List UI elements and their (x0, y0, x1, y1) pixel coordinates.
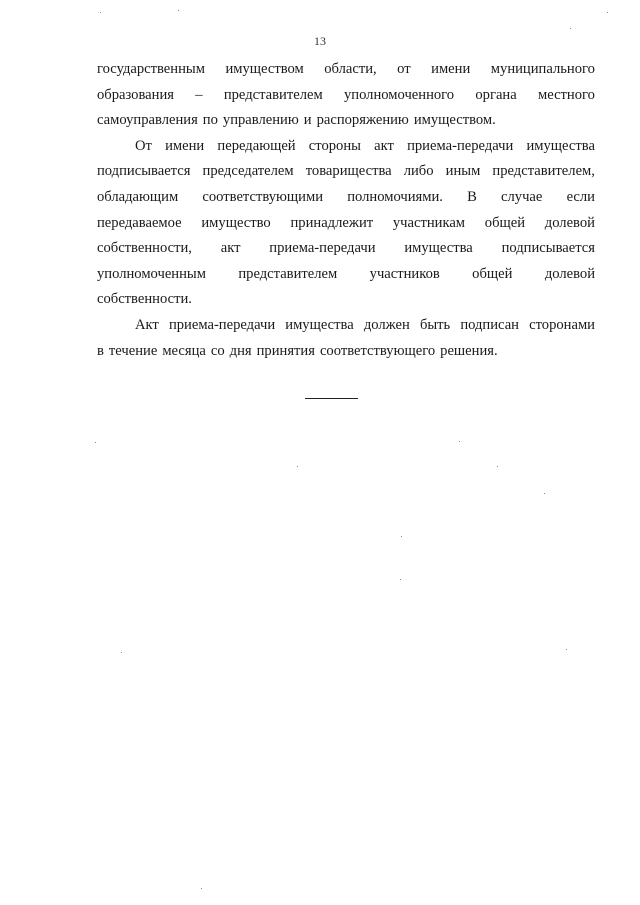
word: образования (97, 86, 174, 103)
word: течение (108, 342, 158, 359)
word: акт (374, 137, 394, 154)
word: имущество (201, 214, 271, 231)
text-line (97, 57, 595, 83)
scan-speck (607, 12, 608, 13)
word: собственности, (97, 240, 192, 257)
word: представителем (238, 265, 338, 282)
word: имущества (285, 316, 354, 333)
word: если (566, 188, 595, 205)
word: управлению (222, 112, 299, 129)
text-line (97, 83, 595, 109)
word: от (397, 61, 411, 77)
scan-speck (401, 536, 402, 537)
scan-speck (566, 649, 567, 650)
text-line (97, 262, 595, 288)
word: представителем (223, 86, 323, 103)
paragraph (97, 313, 595, 364)
word: имущества (404, 240, 473, 257)
text-line (97, 339, 595, 365)
word: подписывается (97, 163, 191, 180)
text-line (97, 108, 595, 134)
word: органа (475, 86, 517, 103)
text-line (97, 185, 595, 211)
text-line (97, 287, 595, 313)
word: решения. (440, 342, 498, 359)
word: самоуправления (97, 112, 198, 129)
word: и (303, 112, 312, 129)
word: От (135, 137, 152, 154)
scan-speck (297, 466, 298, 467)
word: передаваемое (97, 214, 182, 231)
scan-speck (121, 652, 122, 653)
word: приема-передачи (407, 137, 514, 154)
word: участникам (392, 214, 466, 231)
word: государственным (97, 61, 205, 77)
word: имени (165, 137, 205, 154)
word: полномочиями. (347, 188, 443, 205)
word: товарищества (305, 163, 392, 180)
scan-speck (459, 441, 460, 442)
word: имени (431, 61, 471, 77)
word: собственности. (97, 291, 192, 308)
word: общей (472, 265, 513, 282)
word: быть (419, 316, 451, 333)
word: стороны (308, 137, 361, 154)
word: области, (324, 61, 377, 77)
word: уполномоченного (343, 86, 455, 103)
word: долевой (544, 265, 595, 282)
word: обладающим (97, 188, 179, 205)
word: дня (229, 342, 252, 359)
word: акт (220, 240, 241, 257)
scan-speck (100, 12, 101, 13)
end-rule (305, 398, 358, 399)
word: Акт (135, 316, 159, 333)
text-line (97, 159, 595, 185)
word: в (97, 342, 104, 359)
text-line (97, 236, 595, 262)
scan-speck (570, 28, 571, 29)
word: председателем (202, 163, 294, 180)
paragraph (97, 57, 595, 134)
scan-speck (544, 493, 545, 494)
paragraph (97, 134, 595, 313)
word: сторонами (529, 316, 595, 333)
word: уполномоченным (97, 265, 206, 282)
scan-speck (497, 466, 498, 467)
word: либо (403, 163, 434, 180)
text-line (97, 313, 595, 339)
word: по (202, 112, 218, 129)
page-number: 13 (314, 34, 326, 48)
scan-speck (95, 442, 96, 443)
word: имуществом (225, 61, 304, 77)
word: долевой (544, 214, 595, 231)
word: случае (501, 188, 543, 205)
word: общей (484, 214, 526, 231)
word: со (210, 342, 225, 359)
word: имуществом. (413, 112, 496, 129)
word: В (467, 188, 477, 205)
word: участников (369, 265, 440, 282)
word: приема-передачи (168, 316, 276, 333)
word: муниципального (490, 61, 595, 77)
word: соответствующими (202, 188, 324, 205)
scan-speck (178, 10, 179, 11)
word: местного (538, 86, 595, 103)
scan-speck (201, 888, 202, 889)
word: месяца (162, 342, 206, 359)
word: передающей (217, 137, 296, 154)
document-body (97, 57, 595, 364)
word: распоряжению (316, 112, 409, 129)
word: соответствующего (319, 342, 436, 359)
text-line (97, 134, 595, 160)
word: принятия (256, 342, 315, 359)
word: приема-передачи (269, 240, 376, 257)
word: – (195, 86, 203, 103)
word: принадлежит (290, 214, 374, 231)
word: подписан (460, 316, 519, 333)
scan-speck (400, 579, 401, 580)
word: иным (445, 163, 481, 180)
word: подписывается (501, 240, 595, 257)
word: должен (363, 316, 410, 333)
text-line (97, 211, 595, 237)
word: представителем, (492, 163, 595, 180)
word: имущества (526, 137, 595, 154)
